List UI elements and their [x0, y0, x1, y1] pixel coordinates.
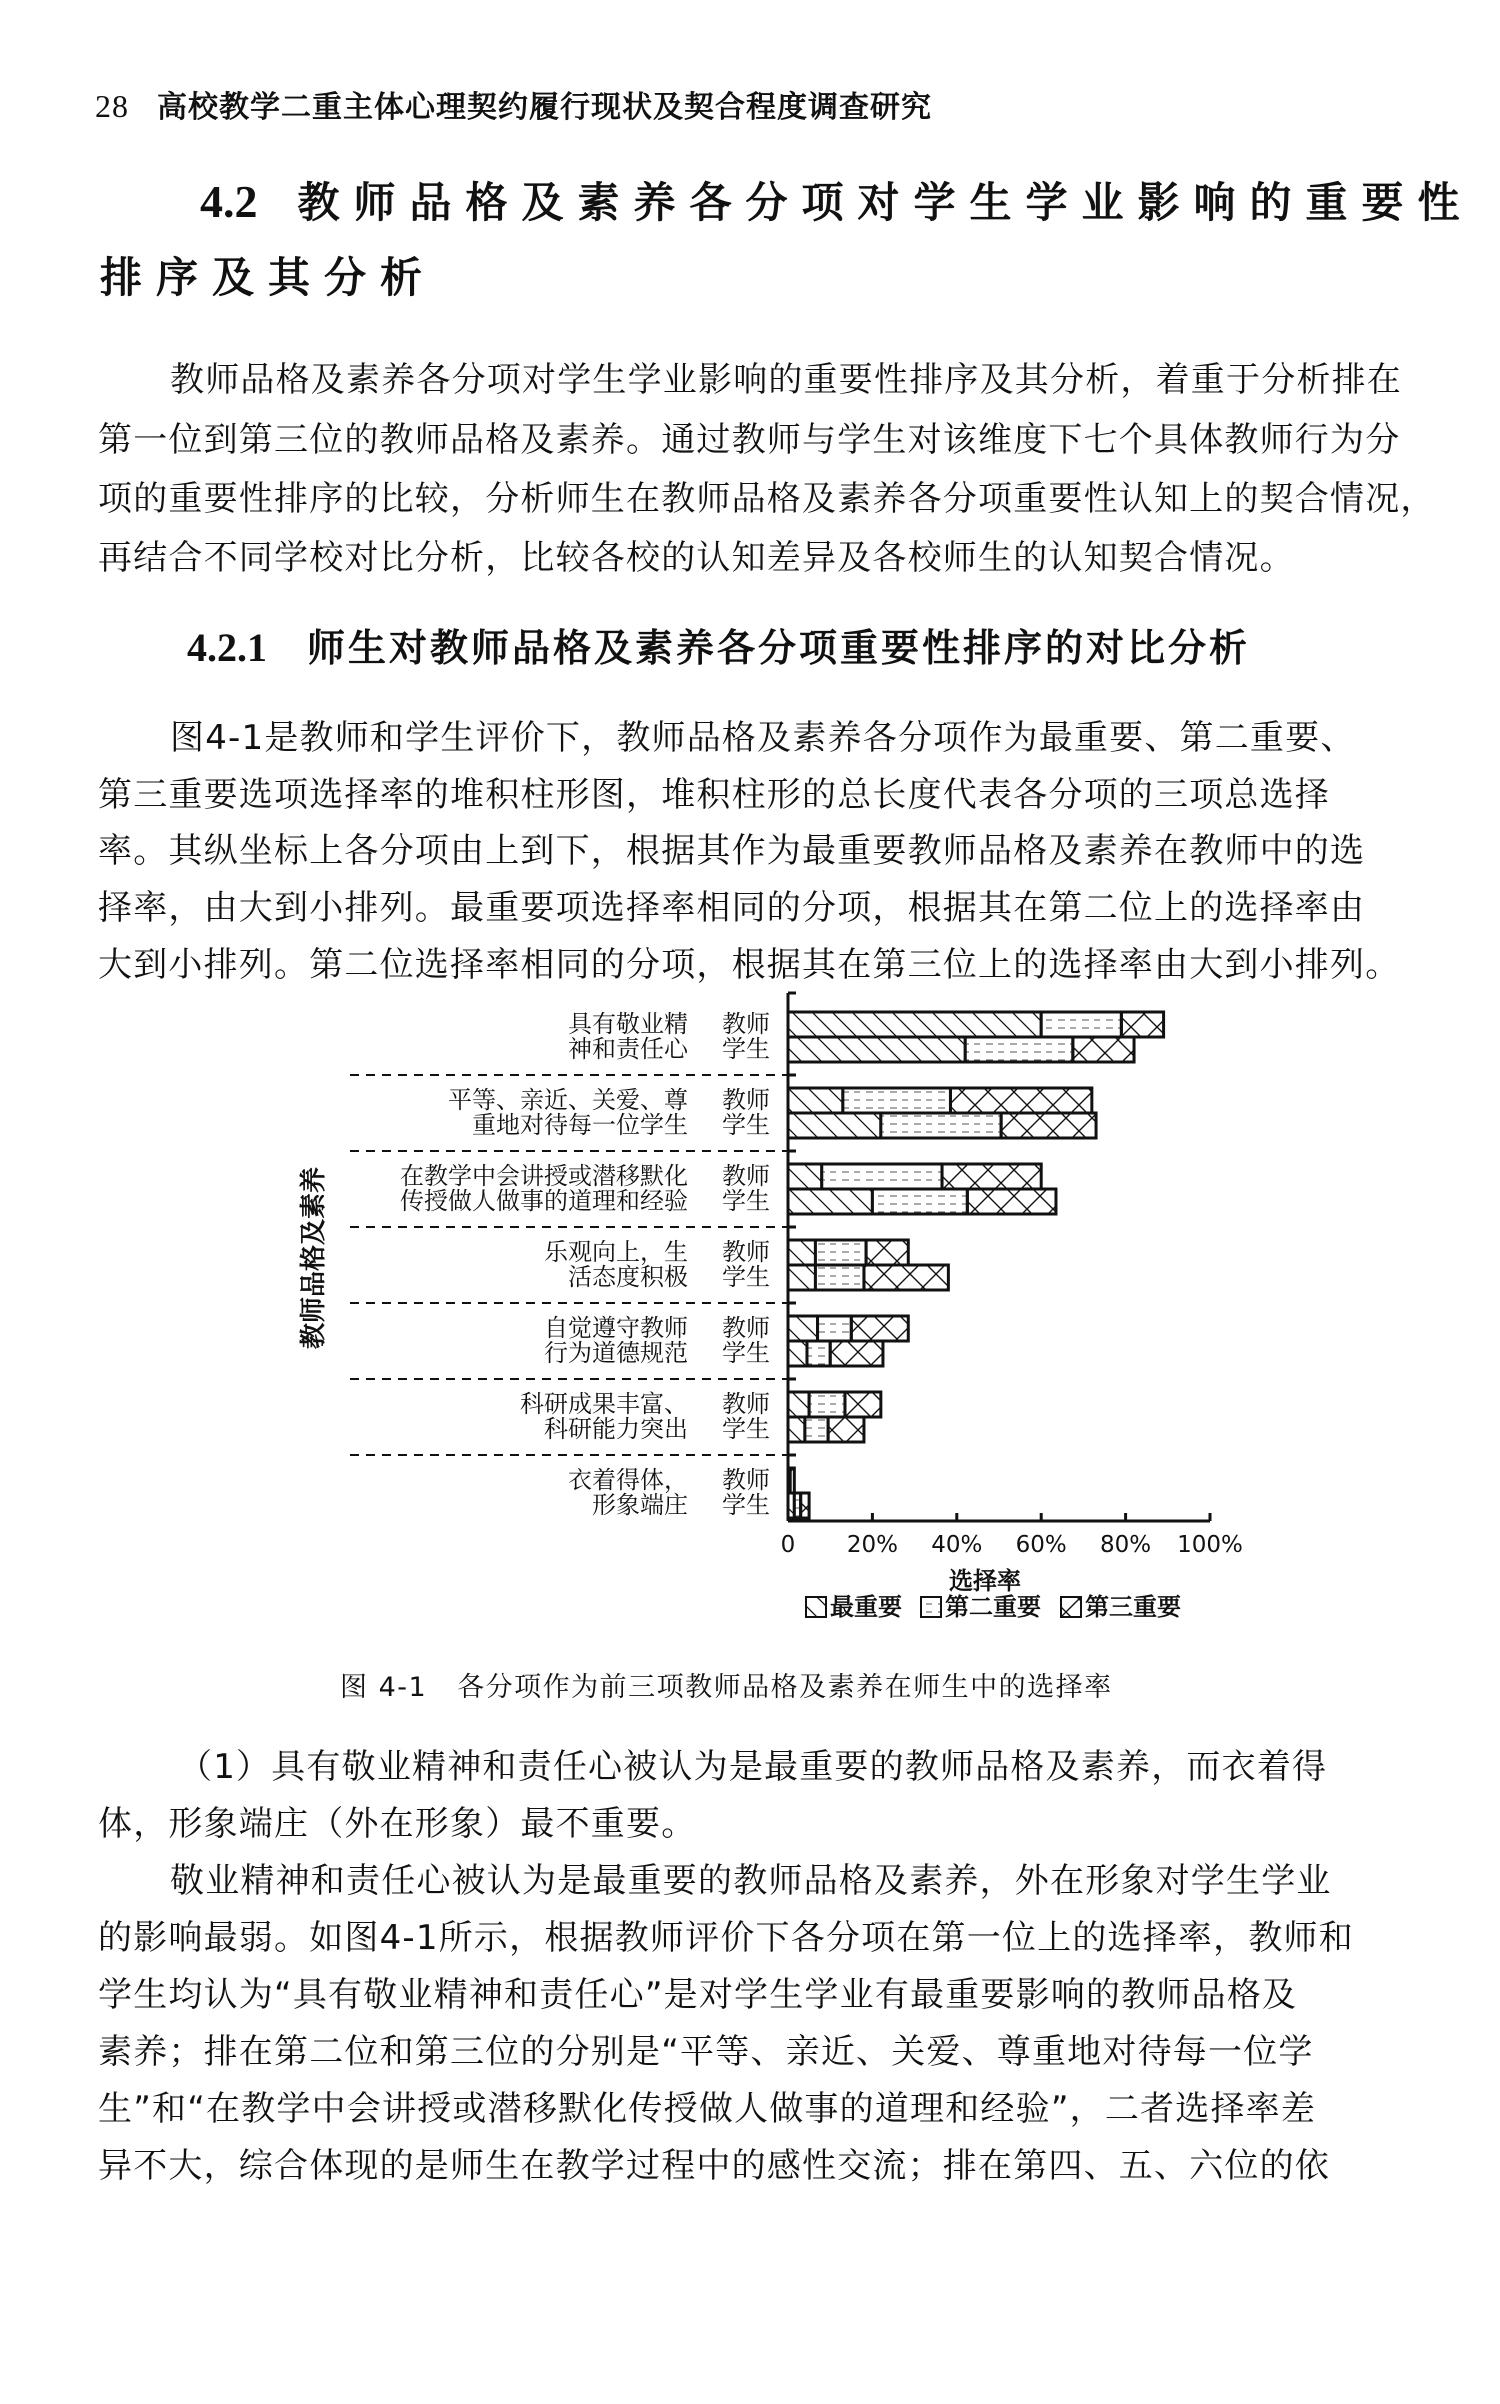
paragraph-line: 项的重要性排序的比较，分析师生在教师品格及素养各分项重要性认知上的契合情况， — [98, 479, 1436, 519]
paragraph-line: 再结合不同学校对比分析，比较各校的认知差异及各校师生的认知契合情况。 — [98, 538, 1295, 578]
role-label: 教师 — [722, 1010, 770, 1038]
paragraph-line: 图4-1是教师和学生评价下，教师品格及素养各分项作为最重要、第二重要、 — [170, 718, 1356, 758]
category-label: 科研成果丰富、 — [520, 1390, 688, 1418]
category-label: 平等、亲近、关爱、尊 — [448, 1086, 688, 1114]
role-label: 教师 — [722, 1390, 770, 1418]
category-label: 重地对待每一位学生 — [472, 1111, 688, 1139]
category-label: 传授做人做事的道理和经验 — [400, 1187, 688, 1215]
category-label: 具有敬业精 — [568, 1010, 688, 1038]
bar-segment-most-important — [788, 1240, 815, 1265]
category-label: 神和责任心 — [568, 1035, 688, 1063]
paragraph-line: 生”和“在教学中会讲授或潜移默化传授做人做事的道理和经验”，二者选择率差 — [98, 2089, 1317, 2129]
bar-segment-most-important — [788, 1189, 872, 1214]
role-label: 教师 — [722, 1162, 770, 1190]
x-tick-label: 20% — [846, 1532, 898, 1558]
bar-segment-third — [950, 1088, 1091, 1113]
bar-segment-second — [872, 1189, 967, 1214]
role-label: 教师 — [722, 1086, 770, 1114]
bar-segment-most-important — [788, 1088, 843, 1113]
category-label: 衣着得体， — [568, 1466, 688, 1494]
role-label: 学生 — [722, 1111, 770, 1139]
bar-segment-second — [881, 1113, 1001, 1138]
figure-caption — [340, 1665, 1113, 1704]
bar-segment-third — [790, 1468, 794, 1493]
paragraph-line: 体，形象端庄（外在形象）最不重要。 — [98, 1804, 697, 1844]
category-label: 形象端庄 — [592, 1491, 688, 1519]
page-number: 28 — [95, 88, 129, 124]
role-label: 教师 — [722, 1314, 770, 1342]
bar-segment-most-important — [788, 1037, 965, 1062]
subsection-title-text: 师生对教师品格及素养各分项重要性排序的对比分析 — [307, 626, 1251, 670]
x-tick-label: 0 — [780, 1532, 796, 1558]
bar-segment-most-important — [788, 1316, 818, 1341]
bar-segment-third — [845, 1392, 881, 1417]
category-label: 行为道德规范 — [544, 1339, 688, 1367]
legend-label: 最重要 — [830, 1593, 902, 1621]
bar-segment-most-important — [788, 1265, 815, 1290]
paragraph-line: 第一位到第三位的教师品格及素养。通过教师与学生对该维度下七个具体教师行为分 — [98, 420, 1401, 460]
legend-swatch — [806, 1597, 826, 1617]
chart-group — [350, 1390, 881, 1455]
bar-segment-third — [864, 1265, 948, 1290]
chart-group — [568, 1466, 809, 1519]
figure-number: 图 4-1 — [340, 1672, 428, 1703]
x-tick-label: 80% — [1100, 1532, 1152, 1558]
bar-segment-third — [942, 1164, 1041, 1189]
x-tick-label: 60% — [1015, 1532, 1067, 1558]
bar-segment-second — [809, 1392, 845, 1417]
bar-segment-third — [830, 1341, 883, 1366]
x-axis-title: 选择率 — [949, 1567, 1021, 1595]
paragraph-line: 率。其纵坐标上各分项由上到下，根据其作为最重要教师品格及素养在教师中的选 — [98, 831, 1366, 871]
subsection-number: 4.2.1 — [187, 625, 267, 670]
chart-legend — [806, 1593, 1181, 1621]
category-label: 活态度积极 — [568, 1263, 688, 1291]
legend-swatch — [1061, 1597, 1081, 1617]
paragraph-line: 教师品格及素养各分项对学生学业影响的重要性排序及其分析，着重于分析排在 — [170, 360, 1402, 400]
category-label: 乐观向上，生 — [544, 1238, 688, 1266]
paragraph-line: 学生均认为“具有敬业精神和责任心”是对学生学业有最重要影响的教师品格及 — [98, 1975, 1298, 2015]
x-tick-label: 100% — [1177, 1532, 1243, 1558]
legend-label: 第二重要 — [945, 1593, 1041, 1621]
bar-segment-most-important — [788, 1493, 794, 1518]
role-label: 学生 — [722, 1491, 770, 1519]
paragraph-line: 敬业精神和责任心被认为是最重要的教师品格及素养，外在形象对学生学业 — [170, 1861, 1332, 1901]
x-tick-label: 40% — [931, 1532, 983, 1558]
bar-segment-second — [805, 1417, 828, 1442]
role-label: 学生 — [722, 1263, 770, 1291]
section-number: 4.2 — [200, 176, 258, 227]
bar-segment-third — [828, 1417, 864, 1442]
bar-segment-second — [818, 1316, 852, 1341]
category-label: 科研能力突出 — [544, 1415, 688, 1443]
section-title-line2: 排序及其分析 — [100, 253, 437, 302]
chart-group — [350, 1238, 948, 1303]
section-title — [200, 170, 1474, 230]
paragraph-line: 大到小排列。第二位选择率相同的分项，根据其在第三位上的选择率由大到小排列。 — [98, 945, 1401, 985]
bar-segment-second — [822, 1164, 942, 1189]
bar-segment-second — [815, 1240, 866, 1265]
bar-segment-third — [1073, 1037, 1134, 1062]
bar-segment-most-important — [788, 1164, 822, 1189]
category-label: 自觉遵守教师 — [544, 1314, 688, 1342]
paragraph-line: 异不大，综合体现的是师生在教学过程中的感性交流；排在第四、五、六位的依 — [98, 2146, 1330, 2186]
bar-segment-second — [807, 1341, 830, 1366]
chart-group — [350, 1086, 1096, 1151]
book-title: 高校教学二重主体心理契约履行现状及契合程度调查研究 — [157, 90, 932, 125]
bar-segment-third — [967, 1189, 1056, 1214]
bar-segment-most-important — [788, 1392, 809, 1417]
bar-segment-second — [965, 1037, 1073, 1062]
bar-segment-third — [801, 1493, 809, 1518]
role-label: 学生 — [722, 1035, 770, 1063]
paragraph-line: 素养；排在第二位和第三位的分别是“平等、亲近、关爱、尊重地对待每一位学 — [98, 2032, 1314, 2072]
role-label: 教师 — [722, 1238, 770, 1266]
paragraph-line: 的影响最弱。如图4-1所示，根据教师评价下各分项在第一位上的选择率，教师和 — [98, 1918, 1354, 1958]
paragraph-line: 择率，由大到小排列。最重要项选择率相同的分项，根据其在第二位上的选择率由 — [98, 888, 1366, 928]
legend-swatch — [921, 1597, 941, 1617]
bar-segment-most-important — [788, 1113, 881, 1138]
bar-segment-most-important — [788, 1341, 807, 1366]
bar-segment-most-important — [788, 1417, 805, 1442]
bar-segment-second — [1041, 1012, 1121, 1037]
bar-segment-most-important — [788, 1468, 790, 1493]
running-head — [95, 82, 932, 126]
bar-segment-most-important — [788, 1012, 1041, 1037]
chart-group — [350, 1314, 908, 1379]
subsection-title — [187, 617, 1250, 672]
bar-segment-second — [794, 1493, 800, 1518]
paragraph-line: （1）具有敬业精神和责任心被认为是最重要的教师品格及素养，而衣着得 — [178, 1747, 1328, 1787]
bar-segment-third — [866, 1240, 908, 1265]
bar-segment-third — [1001, 1113, 1096, 1138]
figure-caption-text: 各分项作为前三项教师品格及素养在师生中的选择率 — [457, 1672, 1113, 1703]
bar-segment-second — [815, 1265, 864, 1290]
legend-label: 第三重要 — [1085, 1593, 1181, 1621]
y-axis-title: 教师品格及素养 — [299, 1166, 329, 1350]
chart-group — [350, 1162, 1056, 1227]
paragraph-line: 第三重要选项选择率的堆积柱形图，堆积柱形的总长度代表各分项的三项总选择 — [98, 775, 1330, 815]
bar-segment-third — [1121, 1012, 1163, 1037]
chart-group — [350, 1010, 1164, 1075]
role-label: 教师 — [722, 1466, 770, 1494]
section-title-line1: 教师品格及素养各分项对学生学业影响的重要性 — [297, 178, 1474, 227]
bar-segment-third — [851, 1316, 908, 1341]
role-label: 学生 — [722, 1415, 770, 1443]
bar-segment-second — [843, 1088, 951, 1113]
category-label: 在教学中会讲授或潜移默化 — [400, 1162, 688, 1190]
role-label: 学生 — [722, 1187, 770, 1215]
role-label: 学生 — [722, 1339, 770, 1367]
